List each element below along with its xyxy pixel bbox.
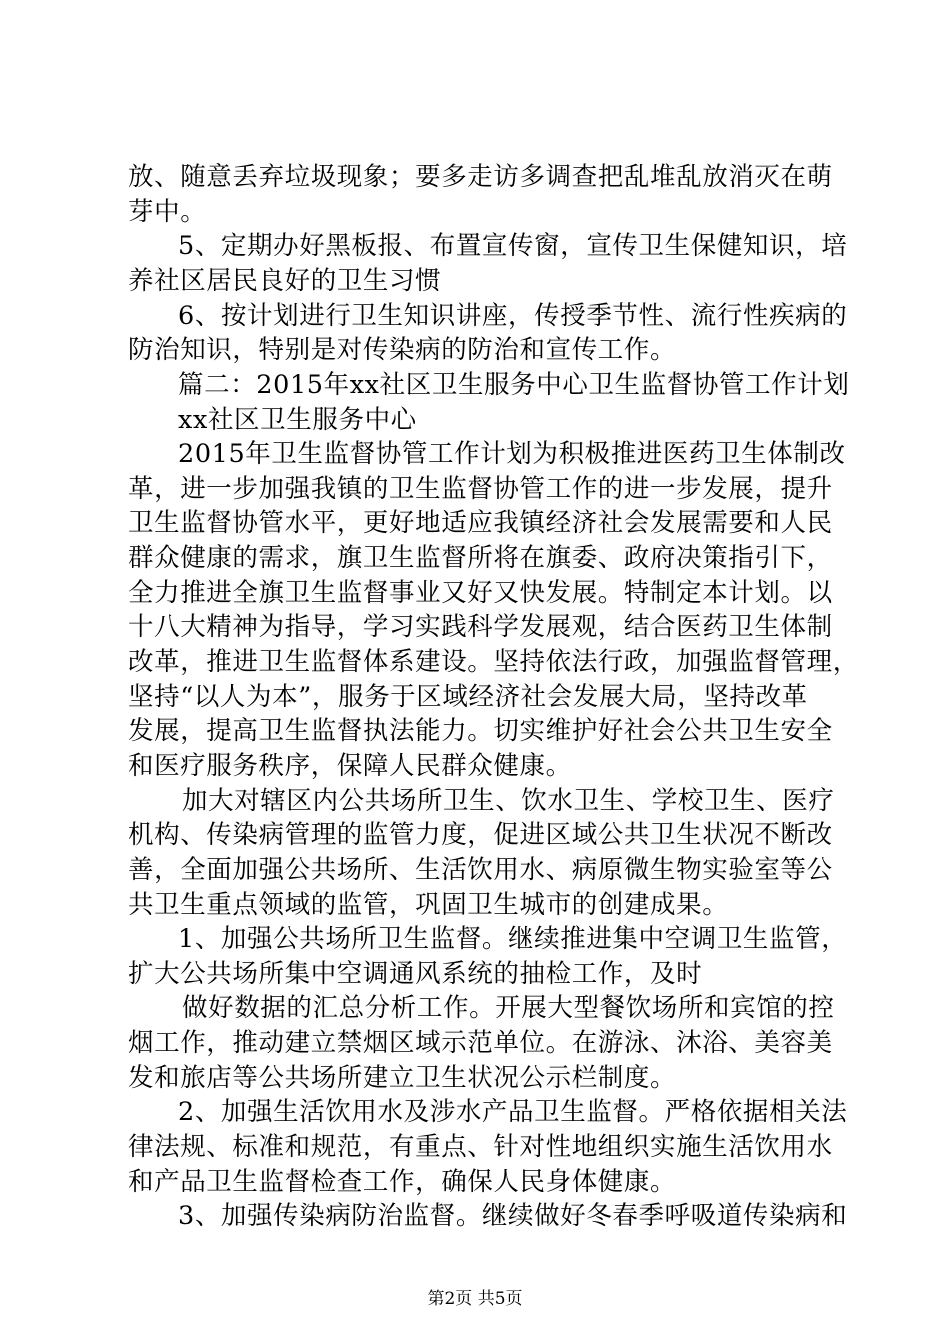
text-line: 坚持“以人为本”，服务于区域经济社会发展大局，坚持改革 <box>128 682 808 712</box>
text-line: 革，进一步加强我镇的卫生监督协管工作的进一步发展，提升 <box>128 474 833 504</box>
section-subheading: xx社区卫生服务中心 <box>178 405 417 435</box>
text-line: 3、加强传染病防治监督。继续做好冬春季呼吸道传染病和 <box>178 1201 848 1231</box>
text-line: 2、加强生活饮用水及涉水产品卫生监督。严格依据相关法 <box>178 1097 848 1127</box>
text-line: 芽中。 <box>128 197 207 227</box>
text-line: 扩大公共场所集中空调通风系统的抽检工作，及时 <box>128 959 703 989</box>
text-line: 发和旅店等公共场所建立卫生状况公示栏制度。 <box>128 1063 677 1093</box>
text-line: 律法规、标准和规范，有重点、针对性地组织实施生活饮用水 <box>128 1132 833 1162</box>
text-line: 和医疗服务秩序，保障人民群众健康。 <box>128 751 572 781</box>
text-line: 机构、传染病管理的监管力度，促进区域公共卫生状况不断改 <box>128 820 833 850</box>
text-line: 防治知识，特别是对传染病的防治和宣传工作。 <box>128 335 677 365</box>
text-line: 改革，推进卫生监督体系建设。坚持依法行政，加强监督管理， <box>128 647 859 677</box>
text-line: 做好数据的汇总分析工作。开展大型餐饮场所和宾馆的控 <box>182 993 835 1023</box>
text-line: 发展，提高卫生监督执法能力。切实维护好社会公共卫生安全 <box>128 716 833 746</box>
text-line: 共卫生重点领域的监管，巩固卫生城市的创建成果。 <box>128 890 729 920</box>
text-line: 全力推进全旗卫生监督事业又好又快发展。特制定本计划。以 <box>128 578 833 608</box>
text-line: 5、定期办好黑板报、布置宣传窗，宣传卫生保健知识，培 <box>178 231 848 261</box>
text-line: 1、加强公共场所卫生监督。继续推进集中空调卫生监管， <box>178 924 848 954</box>
text-line: 6、按计划进行卫生知识讲座，传授季节性、流行性疾病的 <box>178 301 848 331</box>
text-line: 养社区居民良好的卫生习惯 <box>128 266 442 296</box>
text-line: 和产品卫生监督检查工作，确保人民身体健康。 <box>128 1167 677 1197</box>
page-number: 第2页 共5页 <box>427 1289 523 1309</box>
text-line: 2015年卫生监督协管工作计划为积极推进医药卫生体制改 <box>178 439 846 469</box>
section-heading: 篇二：2015年xx社区卫生服务中心卫生监督协管工作计划 <box>178 370 850 400</box>
text-line: 十八大精神为指导，学习实践科学发展观，结合医药卫生体制 <box>128 612 833 642</box>
text-line: 善，全面加强公共场所、生活饮用水、病原微生物实验室等公 <box>128 855 833 885</box>
text-line: 加大对辖区内公共场所卫生、饮水卫生、学校卫生、医疗 <box>182 786 835 816</box>
text-line: 烟工作，推动建立禁烟区域示范单位。在游泳、沐浴、美容美 <box>128 1028 833 1058</box>
text-line: 放、随意丢弃垃圾现象；要多走访多调查把乱堆乱放消灭在萌 <box>128 162 833 192</box>
text-line: 群众健康的需求，旗卫生监督所将在旗委、政府决策指引下， <box>128 543 833 573</box>
text-line: 卫生监督协管水平，更好地适应我镇经济社会发展需要和人民 <box>128 508 833 538</box>
